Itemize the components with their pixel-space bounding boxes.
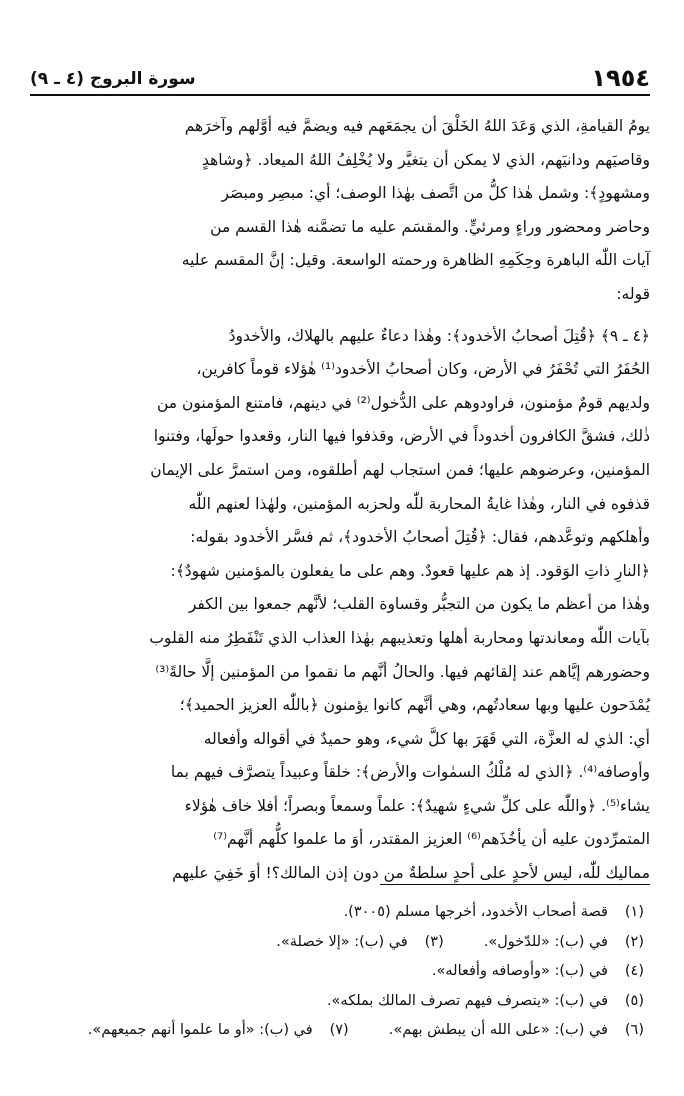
main-text	[28, 110, 650, 891]
text-line: وحاضر ومحضور وراءٍ ومرئيٍّ. والمقسَم عليه ما تضمَّنه هٰذا القسم من	[210, 217, 650, 236]
text-line: آيات اللّٰه الباهرة وحِكَمِهِ الظاهرة ورحمته الواسعة. وقيل: إنَّ المقسم عليه	[181, 251, 650, 270]
footnote-number: (٣)	[424, 933, 444, 950]
text-line: وأهلكهم وتوعَّدهم، فقال: ﴿قُتِلَ أصحابُ الأخدود﴾، ثم فسَّر الأخدود بقوله:	[190, 528, 650, 547]
footnote-text: في (ب): «للدّخول».	[483, 933, 608, 950]
text-line: قذفوه في النار، وهٰذا غايةُ المحاربة للّٰه ولحزبه المؤمنين، ولهٰذا لعنهم اللّٰه	[188, 494, 650, 513]
text-line: ذٰلك، فشقَّ الكافرون أخدوداً في الأرض، وقذفوا فيها النار، وقعدوا حولَها، وفتنوا	[153, 427, 650, 446]
footnote-row	[30, 987, 644, 1017]
footnote-text: في (ب): «أو ما علموا أنهم جميعهم».	[87, 1022, 313, 1038]
footnote-number: (١)	[624, 904, 644, 920]
footnote-text: في (ب): «على الله أن يبطش بهم».	[388, 1022, 608, 1038]
paragraph	[28, 320, 650, 891]
footnote-row	[30, 957, 644, 987]
footnote-text: في (ب): «إلا خصلة».	[276, 933, 408, 950]
footnote-number: (٢)	[624, 933, 644, 950]
footnote-number: (٥)	[624, 992, 644, 1009]
footnote-separator	[380, 884, 650, 885]
page-number: ١٩٥٤	[591, 64, 650, 92]
text-line: وقاصيَهم ودانيَهم، الذي لا يمكن أن يتغيَّر ولا يُخْلِفُ اللهُ الميعاد. ﴿وشاهدٍ	[202, 150, 650, 169]
text-line: المؤمنين، وعرضوهم عليها؛ فمن استجاب لهم أطلقوه، ومن استمرَّ على الإيمان	[150, 460, 650, 479]
footnote-row	[30, 1016, 644, 1046]
text-line: ﴿النارِ ذاتِ الوَقود. إذ هم عليها قعودٌ. وهم على ما يفعلون بالمؤمنين شهودٌ﴾:	[170, 561, 650, 580]
footnote-number: (٤)	[624, 963, 644, 979]
surah-title: سورة البروج (٤ ـ ٩)	[30, 69, 196, 89]
text-line: ولديهم قومٌ مؤمنون، فراودوهم على الدُّخول⁽²⁾ في دينهم، فامتنع المؤمنون من	[156, 393, 650, 412]
footnote-row	[30, 928, 644, 958]
footnotes	[30, 898, 644, 1046]
footnote-row	[30, 898, 644, 928]
text-line: بآيات اللّٰه ومعاندتها ومحاربة أهلها وتعذيبهم بهٰذا العذاب الذي تَنْفَطِرُ منه القلوب	[149, 628, 650, 647]
text-line: المتمرِّدون عليه أن يأخُذَهم⁽⁶⁾ العزيز المقتدر، أوَ ما علموا كلُّهم أنَّهم⁽⁷⁾	[213, 830, 650, 849]
text-line: يشاء⁽⁵⁾. ﴿واللّٰه على كلِّ شيءٍ شهيدٌ﴾: علماً وسمعاً وبصراً؛ أفلا خاف هٰؤلاء	[184, 796, 650, 815]
text-line: مماليك للّٰه، ليس لأحدٍ على أحدٍ سلطةٌ من دون إذن المالك؟! أوَ خَفِيَ عليهم	[172, 864, 650, 883]
footnote-text: في (ب): «وأوصافه وأفعاله».	[431, 963, 608, 979]
footnote	[276, 928, 443, 958]
footnote-text: قصة أصحاب الأخدود، أخرجها مسلم (٣٠٠٥).	[343, 904, 608, 920]
paragraph	[28, 110, 650, 312]
text-line: ومشهودٍ﴾: وشمل هٰذا كلُّ من اتَّصف بهٰذا الوصف؛ أي: مبصِر ومبصَر	[221, 184, 650, 203]
footnote-text: في (ب): «يتصرف فيهم تصرف المالك بملكه».	[326, 992, 608, 1009]
footnote	[327, 987, 644, 1017]
text-line: وحضورهم إيَّاهم عند إلقائهم فيها. والحالُ أنَّهم ما نقموا من المؤمنين إلَّا حالةً⁽³⁾	[155, 662, 650, 681]
text-line: قوله:	[616, 284, 650, 303]
text-line: يُمْدَحون عليها وبها سعادتُهم، وهي أنَّهم كانوا يؤمنون ﴿باللّٰه العزيز الحميد﴾؛	[179, 696, 650, 715]
footnote	[484, 928, 644, 958]
text-line: وأوصافه⁽⁴⁾. ﴿الذي له مُلْكُ السمٰوات والأرض﴾: خلقاً وعبيداً يتصرَّف فيهم بما	[170, 763, 650, 782]
footnote-number: (٧)	[329, 1022, 349, 1038]
page-header	[30, 58, 650, 96]
text-line: وهٰذا من أعظم ما يكون من التجبُّر وقساوة القلب؛ لأنَّهم جمعوا بين الكفر	[188, 595, 650, 614]
text-line: أي: الذي له العزَّة، التي قَهَرَ بها كلَّ شيء، وهو حميدٌ في أقواله وأفعاله	[203, 729, 650, 748]
footnote	[432, 957, 644, 987]
text-line: الحُفَرُ التي تُحْفَرُ في الأرض، وكان أصحابُ الأخدود⁽¹⁾ هٰؤلاء قوماً كافرين،	[196, 360, 650, 379]
text-line: ﴿٤ ـ ٩﴾ ﴿قُتِلَ أصحابُ الأخدود﴾: وهٰذا دعاءٌ عليهم بالهلاك، والأخدودُ	[228, 326, 650, 345]
footnote	[389, 1016, 644, 1046]
text-line: يومُ القيامةِ، الذي وَعَدَ اللهُ الخَلْقَ أن يجمَعَهم فيه ويضمَّ فيه أوَّلهم وآخرَهم	[184, 117, 650, 135]
footnote	[88, 1016, 349, 1046]
footnote-number: (٦)	[624, 1022, 644, 1038]
footnote	[344, 898, 644, 928]
